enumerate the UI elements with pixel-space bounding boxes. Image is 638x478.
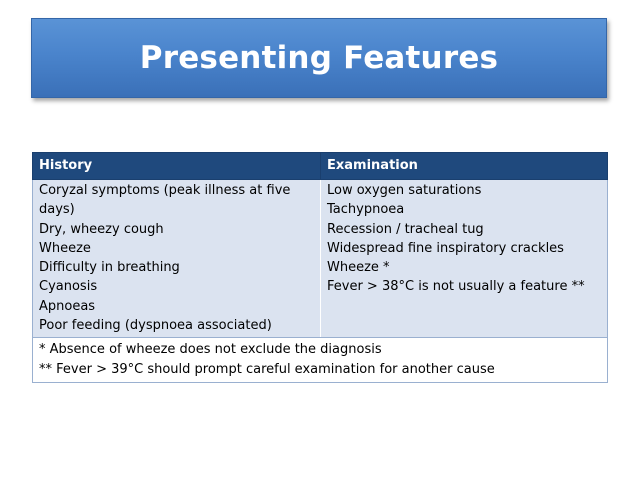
history-item: Coryzal symptoms (peak illness at five days): [39, 183, 291, 218]
history-item: Difficulty in breathing: [39, 260, 180, 276]
history-item: Poor feeding (dyspnoea associated): [39, 318, 272, 334]
examination-item: Fever > 38°C is not usually a feature **: [327, 279, 585, 295]
history-item: Wheeze: [39, 240, 91, 256]
examination-header: Examination: [321, 153, 608, 180]
history-item: Apnoeas: [39, 298, 96, 314]
history-header: History: [33, 153, 321, 180]
notes-cell: [33, 338, 608, 383]
title-banner: [31, 18, 607, 98]
history-item: Cyanosis: [39, 279, 98, 295]
slide-title: Presenting Features: [139, 40, 499, 76]
examination-item: Low oxygen saturations: [327, 183, 482, 198]
examination-item: Tachypnoea: [327, 202, 405, 218]
examination-item: Recession / tracheal tug: [327, 221, 484, 237]
history-cell: [33, 180, 321, 338]
history-item: Dry, wheezy cough: [39, 221, 164, 237]
features-table: [32, 152, 608, 383]
examination-item: Wheeze *: [327, 260, 390, 276]
notes-row: [33, 338, 608, 383]
table-header-row: [33, 153, 608, 180]
examination-cell: [321, 180, 608, 338]
table-row: [33, 180, 608, 338]
examination-item: Widespread fine inspiratory crackles: [327, 240, 564, 256]
footnote: ** Fever > 39°C should prompt careful examination for another cause: [39, 361, 495, 377]
footnote: * Absence of wheeze does not exclude the diagnosis: [39, 342, 382, 358]
